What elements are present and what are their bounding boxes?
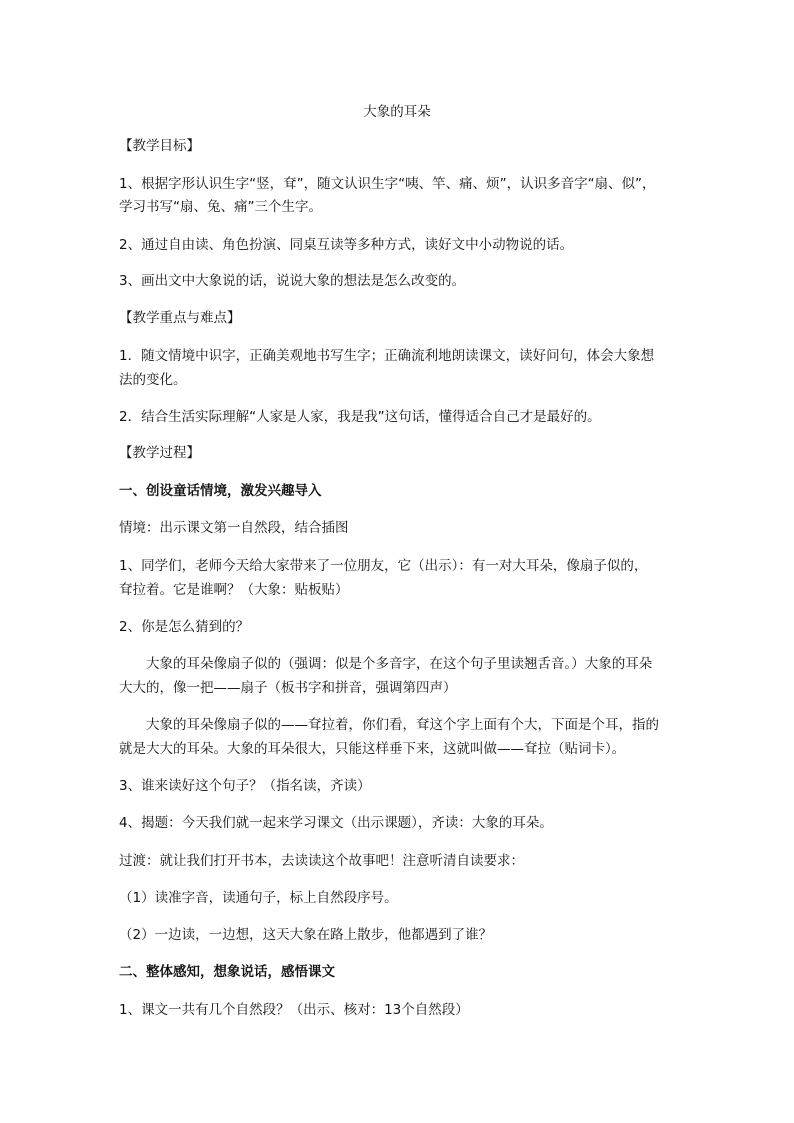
paragraph-line: 大大的，像一把——扇子（板书字和拼音，强调第四声）	[119, 680, 457, 696]
paragraph-line: 4、揭题：今天我们就一起来学习课文（出示课题），齐读：大象的耳朵。	[119, 815, 553, 831]
requirement-line: （2）一边读，一边想，这天大象在路上散步，他都遇到了谁？	[119, 927, 493, 943]
key-point-line: 法的变化。	[119, 372, 187, 388]
goal-line: 学习书写“扇、兔、痛”三个生字。	[119, 199, 322, 215]
paragraph-line: 1、同学们，老师今天给大家带来了一位朋友，它（出示）：有一对大耳朵，像扇子似的，	[119, 558, 648, 574]
requirement-line: （1）读准字音，读通句子，标上自然段序号。	[119, 890, 398, 906]
goal-line: 1、根据字形认识生字“竖，耷”，随文认识生字“咦、竿、痛、烦”，认识多音字“扇、似”，	[119, 176, 656, 192]
paragraph-line: 耷拉着。它是谁啊？（大象：贴板贴）	[119, 582, 349, 598]
paragraph-line: 就是大大的耳朵。大象的耳朵很大，只能这样垂下来，这就叫做——耷拉（贴词卡）。	[119, 741, 626, 757]
paragraph-line: 1、课文一共有几个自然段？（出示、核对：13个自然段）	[119, 1002, 469, 1018]
document-title: 大象的耳朵	[363, 104, 431, 120]
paragraph-line: 大象的耳朵像扇子似的（强调：似是个多音字，在这个句子里读翘舌音。）大象的耳朵	[146, 656, 653, 672]
paragraph-line: 3、谁来读好这个句子？（指名读，齐读）	[119, 778, 371, 794]
section-heading-goals: 【教学目标】	[119, 138, 200, 154]
goal-line: 3、画出文中大象说的话，说说大象的想法是怎么改变的。	[119, 273, 466, 289]
part1-heading: 一、创设童话情境，激发兴趣导入	[119, 483, 322, 499]
paragraph-line: 大象的耳朵像扇子似的——耷拉着，你们看，耷这个字上面有个大，下面是个耳，指的	[146, 717, 659, 733]
section-heading-process: 【教学过程】	[119, 445, 200, 461]
part2-heading: 二、整体感知，想象说话，感悟课文	[119, 964, 335, 980]
goal-line: 2、通过自由读、角色扮演、同桌互读等多种方式，读好文中小动物说的话。	[119, 237, 574, 253]
key-point-line: 2．结合生活实际理解“人家是人家，我是我”这句话，懂得适合自己才是最好的。	[119, 409, 601, 425]
scene-line: 情境：出示课文第一自然段，结合插图	[119, 520, 349, 536]
key-point-line: 1．随文情境中识字，正确美观地书写生字；正确流利地朗读课文，读好问句，体会大象想	[119, 348, 655, 364]
paragraph-line: 2、你是怎么猜到的？	[119, 619, 250, 635]
transition-line: 过渡：就让我们打开书本，去读读这个故事吧！注意听清自读要求：	[119, 853, 524, 869]
section-heading-key-points: 【教学重点与难点】	[119, 310, 241, 326]
